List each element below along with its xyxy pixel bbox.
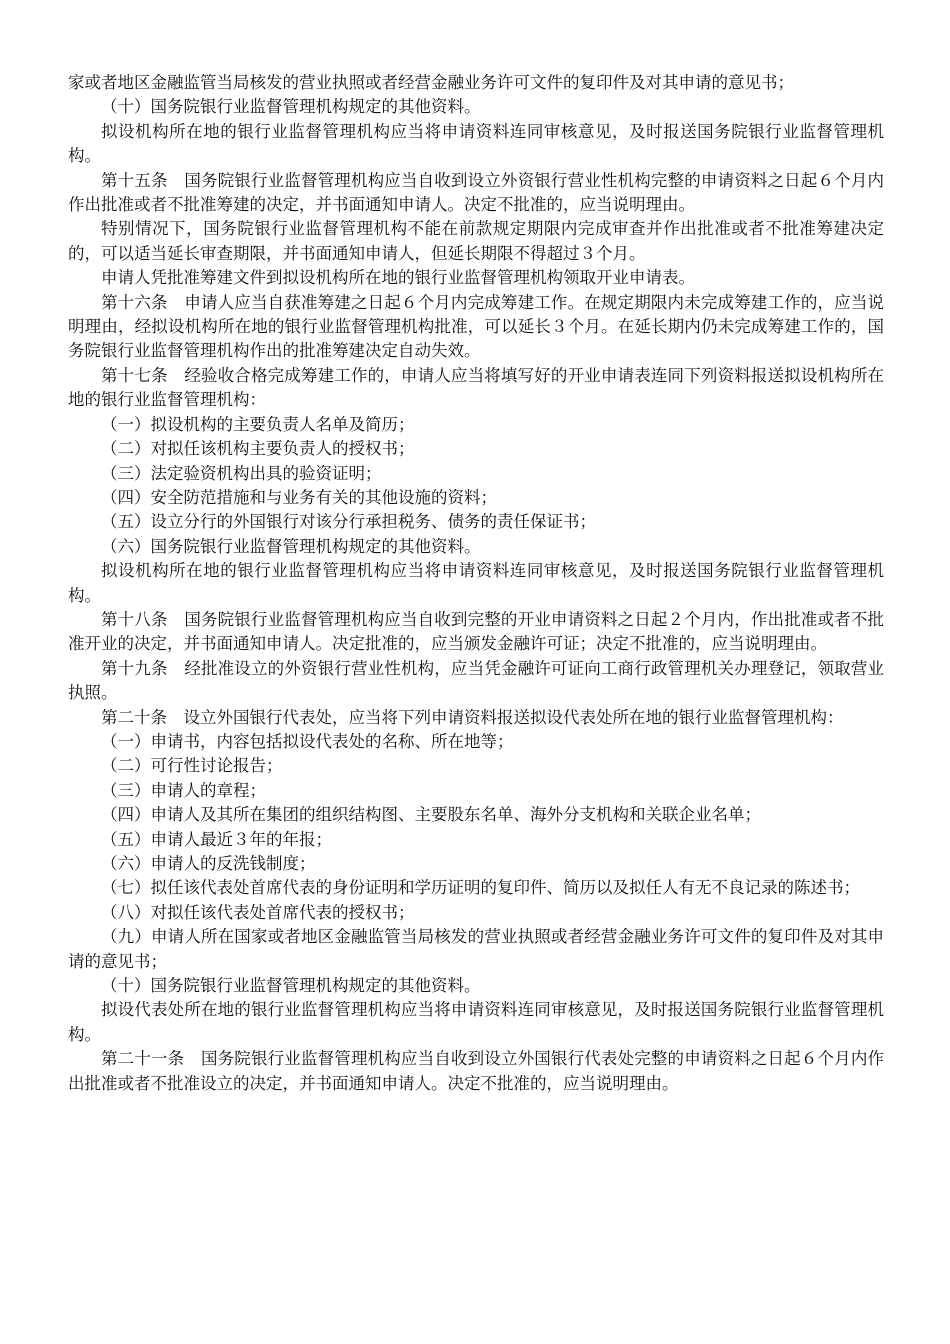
list-item: （十）国务院银行业监督管理机构规定的其他资料。 (101, 97, 481, 117)
list-item: （一）申请书，内容包括拟设代表处的名称、所在地等； (101, 731, 514, 751)
list-item: （六）国务院银行业监督管理机构规定的其他资料。 (101, 536, 481, 556)
article-19: 第十九条 经批准设立的外资银行营业性机构，应当凭金融许可证向工商行政管理机关办理登记，领取营业执照。 (68, 658, 884, 703)
paragraph-continuation: 家或者地区金融监管当局核发的营业执照或者经营金融业务许可文件的复印件及对其申请的意见书； (68, 73, 794, 92)
article-21: 第二十一条 国务院银行业监督管理机构应当自收到设立外国银行代表处完整的申请资料之日起６个月内作出批准或者不批准设立的决定，并书面通知申请人。决定不批准的，应当说明理由。 (68, 1049, 884, 1093)
list-item: （四）安全防范措施和与业务有关的其他设施的资料； (101, 487, 497, 507)
list-item: （一）拟设机构的主要负责人名单及简历； (101, 414, 415, 434)
article-16: 第十六条 申请人应当自获准筹建之日起６个月内完成筹建工作。在规定期限内未完成筹建工作的，应当说明理由，经拟设机构所在地的银行业监督管理机构批准，可以延长３个月。在延长期内仍未完成筹建工作的，国务院银行业监督管理机构作出的批准筹建决定自动失效。 (68, 292, 884, 361)
paragraph: 拟设机构所在地的银行业监督管理机构应当将申请资料连同审核意见，及时报送国务院银行业监督管理机构。 (68, 121, 884, 166)
paragraph: 特别情况下，国务院银行业监督管理机构不能在前款规定期限内完成审查并作出批准或者不批准筹建决定的，可以适当延长审查期限，并书面通知申请人，但延长期限不得超过３个月。 (68, 219, 884, 263)
list-item: （八）对拟任该代表处首席代表的授权书； (101, 902, 415, 922)
article-18: 第十八条 国务院银行业监督管理机构应当自收到完整的开业申请资料之日起２个月内，作出批准或者不批准开业的决定，并书面通知申请人。决定批准的，应当颁发金融许可证；决定不批准的，应当说明理由。 (68, 609, 884, 654)
list-item: （九）申请人所在国家或者地区金融监管当局核发的营业执照或者经营金融业务许可文件的复印件及对其申请的意见书； (68, 927, 884, 971)
list-item: （二）对拟任该机构主要负责人的授权书； (101, 439, 415, 459)
list-item: （七）拟任该代表处首席代表的身份证明和学历证明的复印件、简历以及拟任人有无不良记录的陈述书； (101, 878, 860, 898)
list-item: （五）设立分行的外国银行对该分行承担税务、债务的责任保证书； (101, 512, 596, 532)
list-item: （六）申请人的反洗钱制度； (101, 854, 316, 873)
document-page (68, 71, 884, 1096)
list-item: （三）法定验资机构出具的验资证明； (101, 463, 382, 483)
list-item: （五）申请人最近３年的年报； (101, 829, 332, 849)
paragraph: 拟设机构所在地的银行业监督管理机构应当将申请资料连同审核意见，及时报送国务院银行业监督管理机构。 (68, 561, 884, 605)
list-item: （二）可行性讨论报告； (101, 756, 283, 776)
article-20: 第二十条 设立外国银行代表处，应当将下列申请资料报送拟设代表处所在地的银行业监督管理机构： (101, 707, 844, 727)
list-item: （三）申请人的章程； (101, 780, 266, 800)
article-15: 第十五条 国务院银行业监督管理机构应当自收到设立外资银行营业性机构完整的申请资料之日起６个月内作出批准或者不批准筹建的决定，并书面通知申请人。决定不批准的，应当说明理由。 (68, 170, 884, 215)
list-item: （四）申请人及其所在集团的组织结构图、主要股东名单、海外分支机构和关联企业名单； (101, 805, 761, 825)
article-17: 第十七条 经验收合格完成筹建工作的，申请人应当将填写好的开业申请表连同下列资料报送拟设机构所在地的银行业监督管理机构： (68, 365, 884, 410)
paragraph: 申请人凭批准筹建文件到拟设机构所在地的银行业监督管理机构领取开业申请表。 (101, 268, 695, 288)
paragraph: 拟设代表处所在地的银行业监督管理机构应当将申请资料连同审核意见，及时报送国务院银行业监督管理机构。 (68, 1000, 884, 1044)
list-item: （十）国务院银行业监督管理机构规定的其他资料。 (101, 976, 481, 996)
